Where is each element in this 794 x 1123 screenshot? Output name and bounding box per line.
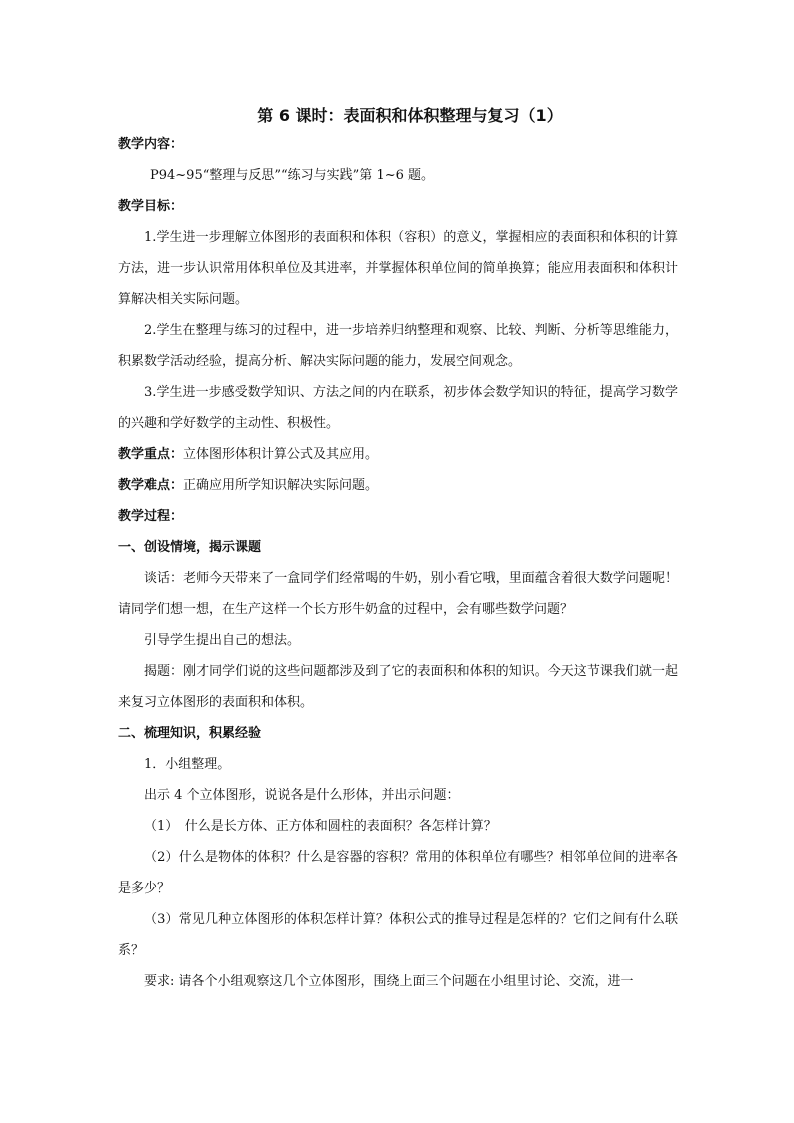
page-title: 第 6 课时：表面积和体积整理与复习（1） bbox=[257, 106, 563, 125]
teaching-key-point bbox=[118, 439, 678, 470]
teaching-key-text: 立体图形体积计算公式及其应用。 bbox=[183, 447, 379, 462]
section-heading-2: 二、梳理知识，积累经验 bbox=[118, 726, 262, 741]
question-2: （2）什么是物体的体积？什么是容器的容积？常用的体积单位有哪些？相邻单位间的进率各是多少？ bbox=[118, 850, 678, 896]
teaching-goals-label: 教学目标： bbox=[118, 199, 184, 214]
teaching-goal-3: 3.学生进一步感受数学知识、方法之间的内在联系，初步体会数学知识的特征，提高学习数学的兴趣和学好数学的主动性、积极性。 bbox=[118, 385, 678, 431]
teaching-difficulty-text: 正确应用所学知识解决实际问题。 bbox=[183, 478, 379, 493]
teaching-difficulty bbox=[118, 470, 678, 501]
reveal-paragraph: 揭题：刚才同学们说的这些问题都涉及到了它的表面积和体积的知识。今天这节课我们就一起来复习立体图形的表面积和体积。 bbox=[118, 664, 678, 710]
talk-paragraph: 谈话：老师今天带来了一盒同学们经常喝的牛奶，别小看它哦，里面蕴含着很大数学问题呢！请同学们想一想，在生产这样一个长方形牛奶盒的过程中，会有哪些数学问题？ bbox=[118, 571, 678, 617]
show-shapes-paragraph: 出示 4 个立体图形，说说各是什么形体，并出示问题： bbox=[144, 788, 460, 803]
teaching-content-label: 教学内容： bbox=[118, 137, 184, 152]
guide-paragraph: 引导学生提出自己的想法。 bbox=[144, 633, 301, 648]
group-sort-paragraph: 1．小组整理。 bbox=[144, 757, 231, 772]
requirement-paragraph: 要求: 请各个小组观察这几个立体图形，围绕上面三个问题在小组里讨论、交流，进一 bbox=[144, 974, 634, 989]
teaching-key-label: 教学重点： bbox=[118, 447, 184, 462]
teaching-content-text: P94~95“整理与反思”“练习与实践”第 1~6 题。 bbox=[150, 168, 435, 183]
teaching-difficulty-label: 教学难点： bbox=[118, 478, 184, 493]
section-heading-1: 一、创设情境，揭示课题 bbox=[118, 540, 262, 555]
document-body bbox=[118, 103, 678, 997]
teaching-process-label: 教学过程： bbox=[118, 509, 184, 524]
question-3: （3）常见几种立体图形的体积怎样计算？体积公式的推导过程是怎样的？它们之间有什么联系？ bbox=[118, 912, 678, 958]
question-1: （1） 什么是长方体、正方体和圆柱的表面积？各怎样计算？ bbox=[144, 819, 497, 834]
teaching-goal-1: 1.学生进一步理解立体图形的表面积和体积（容积）的意义，掌握相应的表面积和体积的计算方法，进一步认识常用体积单位及其进率，并掌握体积单位间的简单换算；能应用表面积和体积计算解决相关实际问题。 bbox=[118, 230, 678, 307]
teaching-goal-2: 2.学生在整理与练习的过程中，进一步培养归纳整理和观察、比较、判断、分析等思维能力，积累数学活动经验，提高分析、解决实际问题的能力，发展空间观念。 bbox=[118, 323, 678, 369]
